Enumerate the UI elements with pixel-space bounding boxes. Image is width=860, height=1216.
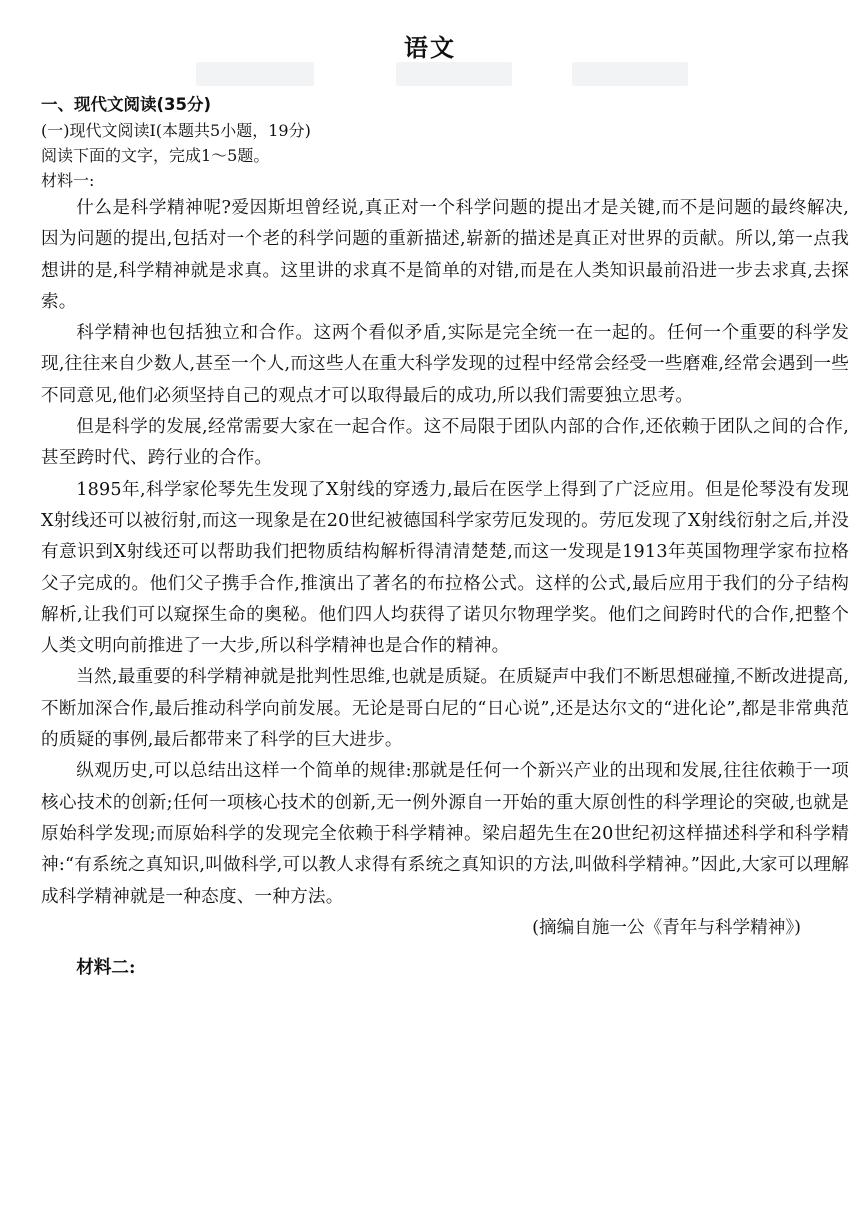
source-citation: (摘编自施一公《青年与科学精神》) bbox=[532, 917, 801, 938]
faded-watermark bbox=[396, 62, 512, 86]
paragraph: 纵观历史,可以总结出这样一个简单的规律:那就是任何一个新兴产业的出现和发展,往往依赖于一项核心技术的创新;任何一项核心技术的创新,无一例外源自一开始的重大原创性的科学理论的突破,也就是原始科学发现;而原始科学的发现完全依赖于科学精神。梁启超先生在20世纪初这样描述科学和科学精神:“有系统之真知识,叫做科学,可以教人求得有系统之真知识的方法,叫做科学精神。”因此,大家可以理解成科学精神就是一种态度、一种方法。 bbox=[41, 761, 849, 907]
paragraph: 1895年,科学家伦琴先生发现了X射线的穿透力,最后在医学上得到了广泛应用。但是伦琴没有发现X射线还可以被衍射,而这一现象是在20世纪被德国科学家劳厄发现的。劳厄发现了X射线衍射之后,并没有意识到X射线还可以帮助我们把物质结构解析得清清楚楚,而这一发现是1913年英国物理学家布拉格父子完成的。他们父子携手合作,推演出了著名的布拉格公式。这样的公式,最后应用于我们的分子结构解析,让我们可以窥探生命的奥秘。他们四人均获得了诺贝尔物理学奖。他们之间跨时代的合作,把整个人类文明向前推进了一大步,所以科学精神也是合作的精神。 bbox=[41, 479, 849, 657]
reading-section bbox=[41, 92, 849, 983]
paragraph: 但是科学的发展,经常需要大家在一起合作。这不局限于团队内部的合作,还依赖于团队之间的合作,甚至跨时代、跨行业的合作。 bbox=[41, 417, 849, 469]
section-heading: 一、现代文阅读(35分) bbox=[41, 95, 212, 114]
faded-watermark bbox=[196, 62, 314, 86]
page-title: 语文 bbox=[404, 34, 456, 62]
instruction: 阅读下面的文字，完成1～5题。 bbox=[41, 146, 270, 165]
paragraph: 科学精神也包括独立和合作。这两个看似矛盾,实际是完全统一在一起的。任何一个重要的科学发现,往往来自少数人,甚至一个人,而这些人在重大科学发现的过程中经常会经受一些磨难,经常会遇到一些不同意见,他们必须坚持自己的观点才可以取得最后的成功,所以我们需要独立思考。 bbox=[41, 323, 849, 406]
paragraph: 当然,最重要的科学精神就是批判性思维,也就是质疑。在质疑声中我们不断思想碰撞,不断改进提高,不断加深合作,最后推动科学向前发展。无论是哥白尼的“日心说”,还是达尔文的“进化论”,都是非常典范的质疑的事例,最后都带来了科学的巨大进步。 bbox=[41, 667, 849, 751]
section-subheading: (一)现代文阅读Ⅰ(本题共5小题，19分) bbox=[41, 121, 311, 140]
paragraph: 什么是科学精神呢?爱因斯坦曾经说,真正对一个科学问题的提出才是关键,而不是问题的最终解决,因为问题的提出,包括对一个老的科学问题的重新描述,崭新的描述是真正对世界的贡献。所以,第一点我想讲的是,科学精神就是求真。这里讲的求真不是简单的对错,而是在人类知识最前沿进一步去求真,去探索。 bbox=[41, 198, 849, 312]
faded-watermark bbox=[572, 62, 688, 86]
material-one-label: 材料一: bbox=[41, 171, 95, 190]
material-two-label: 材料二: bbox=[76, 957, 136, 979]
